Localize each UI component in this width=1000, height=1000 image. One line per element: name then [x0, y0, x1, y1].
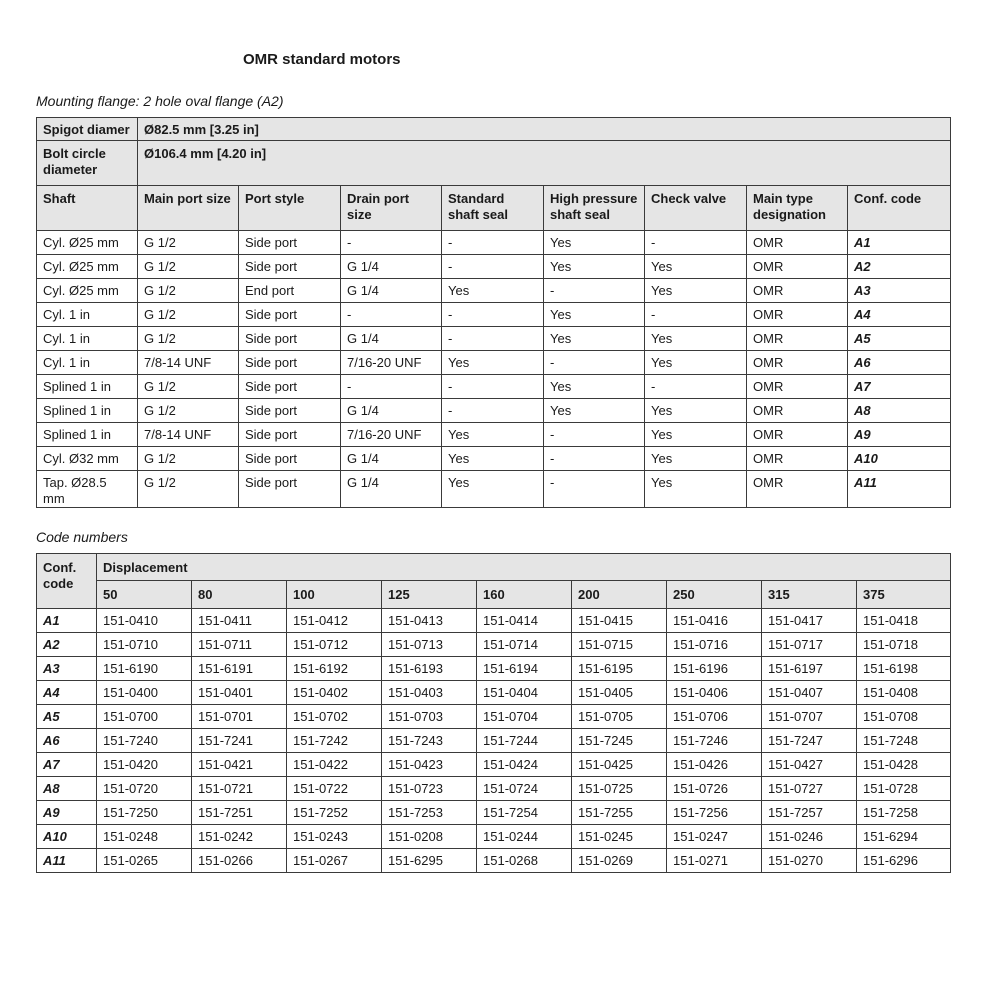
table-cell: G 1/4 — [341, 255, 442, 279]
flange-column-header: Drain port size — [341, 186, 442, 231]
table-cell: G 1/4 — [341, 471, 442, 508]
table-cell: Splined 1 in — [37, 399, 138, 423]
displacement-column-header: 50 — [97, 581, 192, 609]
code-number-cell: 151-6195 — [572, 657, 667, 681]
code-number-cell: 151-0723 — [382, 777, 477, 801]
table-cell: Yes — [544, 303, 645, 327]
code-number-cell: 151-7245 — [572, 729, 667, 753]
conf-code-cell: A11 — [848, 471, 951, 508]
code-number-cell: 151-0414 — [477, 609, 572, 633]
code-number-cell: 151-0208 — [382, 825, 477, 849]
code-number-cell: 151-0413 — [382, 609, 477, 633]
displacement-column-header: 100 — [287, 581, 382, 609]
conf-code-cell: A9 — [37, 801, 97, 825]
table-row — [37, 231, 951, 255]
code-number-cell: 151-7248 — [857, 729, 951, 753]
codes-header-row — [37, 554, 951, 581]
code-number-cell: 151-7254 — [477, 801, 572, 825]
code-number-cell: 151-0426 — [667, 753, 762, 777]
code-number-cell: 151-7244 — [477, 729, 572, 753]
table-cell: Side port — [239, 375, 341, 399]
flange-column-header: Port style — [239, 186, 341, 231]
code-number-cell: 151-7258 — [857, 801, 951, 825]
table-row — [37, 303, 951, 327]
table-cell: 7/8-14 UNF — [138, 423, 239, 447]
table-cell: Side port — [239, 399, 341, 423]
bolt-circle-label: Bolt circle diameter — [37, 141, 138, 186]
table-cell: Yes — [544, 327, 645, 351]
conf-code-cell: A3 — [37, 657, 97, 681]
conf-code-cell: A6 — [848, 351, 951, 375]
code-number-cell: 151-0425 — [572, 753, 667, 777]
page-title: OMR standard motors — [243, 51, 401, 68]
table-cell: Yes — [442, 471, 544, 508]
spigot-label: Spigot diamer — [37, 118, 138, 141]
flange-column-header: High pressure shaft seal — [544, 186, 645, 231]
code-number-cell: 151-0714 — [477, 633, 572, 657]
table-cell: - — [544, 351, 645, 375]
bolt-circle-row — [37, 141, 951, 186]
code-number-cell: 151-0708 — [857, 705, 951, 729]
spigot-value: Ø82.5 mm [3.25 in] — [138, 118, 951, 141]
code-number-cell: 151-0712 — [287, 633, 382, 657]
code-number-cell: 151-0245 — [572, 825, 667, 849]
table-cell: - — [341, 303, 442, 327]
table-row — [37, 609, 951, 633]
table-cell: OMR — [747, 327, 848, 351]
table-row — [37, 351, 951, 375]
code-number-cell: 151-0401 — [192, 681, 287, 705]
table-row — [37, 447, 951, 471]
table-cell: G 1/2 — [138, 231, 239, 255]
code-number-cell: 151-0701 — [192, 705, 287, 729]
table-cell: Splined 1 in — [37, 423, 138, 447]
table-row — [37, 729, 951, 753]
code-number-cell: 151-0405 — [572, 681, 667, 705]
code-number-cell: 151-0267 — [287, 849, 382, 873]
flange-column-header: Main type designation — [747, 186, 848, 231]
code-numbers-table — [36, 553, 951, 873]
table-cell: Side port — [239, 327, 341, 351]
code-number-cell: 151-6296 — [857, 849, 951, 873]
code-number-cell: 151-0265 — [97, 849, 192, 873]
table-cell: OMR — [747, 255, 848, 279]
conf-code-cell: A7 — [848, 375, 951, 399]
code-number-cell: 151-7242 — [287, 729, 382, 753]
table-cell: Yes — [645, 327, 747, 351]
code-number-cell: 151-0247 — [667, 825, 762, 849]
displacement-column-header: 80 — [192, 581, 287, 609]
code-number-cell: 151-7240 — [97, 729, 192, 753]
displacement-values-row — [37, 581, 951, 609]
table-cell: Side port — [239, 351, 341, 375]
code-number-cell: 151-0421 — [192, 753, 287, 777]
conf-code-cell: A5 — [848, 327, 951, 351]
code-number-cell: 151-6192 — [287, 657, 382, 681]
table-cell: - — [442, 255, 544, 279]
conf-code-cell: A5 — [37, 705, 97, 729]
table-cell: Yes — [442, 279, 544, 303]
table-cell: Cyl. Ø32 mm — [37, 447, 138, 471]
code-number-cell: 151-0243 — [287, 825, 382, 849]
displacement-column-header: 200 — [572, 581, 667, 609]
table-cell: Yes — [442, 447, 544, 471]
table-cell: OMR — [747, 231, 848, 255]
code-number-cell: 151-0415 — [572, 609, 667, 633]
conf-code-cell: A10 — [848, 447, 951, 471]
code-number-cell: 151-0725 — [572, 777, 667, 801]
code-number-cell: 151-0417 — [762, 609, 857, 633]
code-number-cell: 151-7246 — [667, 729, 762, 753]
table-cell: Cyl. Ø25 mm — [37, 231, 138, 255]
code-number-cell: 151-7255 — [572, 801, 667, 825]
conf-code-cell: A11 — [37, 849, 97, 873]
table-row — [37, 657, 951, 681]
code-number-cell: 151-7241 — [192, 729, 287, 753]
table-row — [37, 255, 951, 279]
code-number-cell: 151-6295 — [382, 849, 477, 873]
code-number-cell: 151-0728 — [857, 777, 951, 801]
code-number-cell: 151-0416 — [667, 609, 762, 633]
conf-code-cell: A8 — [848, 399, 951, 423]
table-cell: - — [645, 231, 747, 255]
table-cell: G 1/4 — [341, 327, 442, 351]
table-cell: Side port — [239, 471, 341, 508]
code-number-cell: 151-7250 — [97, 801, 192, 825]
code-number-cell: 151-7252 — [287, 801, 382, 825]
code-number-cell: 151-0271 — [667, 849, 762, 873]
code-number-cell: 151-0244 — [477, 825, 572, 849]
code-number-cell: 151-0711 — [192, 633, 287, 657]
table-cell: OMR — [747, 447, 848, 471]
table-cell: OMR — [747, 375, 848, 399]
table-cell: G 1/2 — [138, 399, 239, 423]
table-row — [37, 471, 951, 508]
table-cell: OMR — [747, 399, 848, 423]
table-cell: Yes — [645, 447, 747, 471]
conf-code-cell: A1 — [848, 231, 951, 255]
code-number-cell: 151-0407 — [762, 681, 857, 705]
code-number-cell: 151-0406 — [667, 681, 762, 705]
code-number-cell: 151-7256 — [667, 801, 762, 825]
conf-code-cell: A6 — [37, 729, 97, 753]
code-number-cell: 151-0720 — [97, 777, 192, 801]
flange-header-row — [37, 186, 951, 231]
table-cell: Yes — [442, 351, 544, 375]
displacement-column-header: 250 — [667, 581, 762, 609]
table-cell: Cyl. 1 in — [37, 303, 138, 327]
code-number-cell: 151-6196 — [667, 657, 762, 681]
table-cell: - — [544, 423, 645, 447]
conf-code-cell: A9 — [848, 423, 951, 447]
code-number-cell: 151-0248 — [97, 825, 192, 849]
table-cell: - — [544, 279, 645, 303]
code-number-cell: 151-0718 — [857, 633, 951, 657]
table-cell: G 1/2 — [138, 303, 239, 327]
flange-column-header: Standard shaft seal — [442, 186, 544, 231]
code-number-cell: 151-0411 — [192, 609, 287, 633]
flange-caption: Mounting flange: 2 hole oval flange (A2) — [36, 93, 284, 109]
table-row — [37, 399, 951, 423]
table-cell: Yes — [442, 423, 544, 447]
table-cell: Side port — [239, 423, 341, 447]
table-cell: - — [645, 303, 747, 327]
code-number-cell: 151-0722 — [287, 777, 382, 801]
table-cell: OMR — [747, 303, 848, 327]
conf-code-cell: A4 — [848, 303, 951, 327]
table-cell: 7/8-14 UNF — [138, 351, 239, 375]
table-cell: Tap. Ø28.5 mm — [37, 471, 138, 508]
displacement-column-header: 125 — [382, 581, 477, 609]
code-number-cell: 151-0403 — [382, 681, 477, 705]
code-number-cell: 151-0724 — [477, 777, 572, 801]
code-number-cell: 151-0418 — [857, 609, 951, 633]
table-cell: Cyl. Ø25 mm — [37, 279, 138, 303]
code-number-cell: 151-0270 — [762, 849, 857, 873]
displacement-header: Displacement — [97, 554, 951, 581]
code-number-cell: 151-0423 — [382, 753, 477, 777]
conf-code-cell: A1 — [37, 609, 97, 633]
table-cell: - — [544, 471, 645, 508]
table-cell: OMR — [747, 423, 848, 447]
code-number-cell: 151-0246 — [762, 825, 857, 849]
table-row — [37, 327, 951, 351]
table-cell: G 1/4 — [341, 399, 442, 423]
displacement-column-header: 375 — [857, 581, 951, 609]
table-cell: Yes — [544, 231, 645, 255]
code-number-cell: 151-0726 — [667, 777, 762, 801]
table-cell: Yes — [645, 351, 747, 375]
code-number-cell: 151-0717 — [762, 633, 857, 657]
code-number-cell: 151-0428 — [857, 753, 951, 777]
conf-code-cell: A2 — [37, 633, 97, 657]
table-cell: Yes — [544, 255, 645, 279]
code-number-cell: 151-6198 — [857, 657, 951, 681]
code-number-cell: 151-0721 — [192, 777, 287, 801]
table-cell: Side port — [239, 255, 341, 279]
bolt-circle-value: Ø106.4 mm [4.20 in] — [138, 141, 951, 186]
table-cell: - — [442, 231, 544, 255]
conf-code-cell: A3 — [848, 279, 951, 303]
table-cell: Yes — [645, 279, 747, 303]
table-cell: - — [544, 447, 645, 471]
table-cell: OMR — [747, 279, 848, 303]
table-cell: Side port — [239, 231, 341, 255]
table-row — [37, 375, 951, 399]
table-row — [37, 825, 951, 849]
codes-caption: Code numbers — [36, 529, 128, 545]
code-number-cell: 151-0700 — [97, 705, 192, 729]
table-cell: 7/16-20 UNF — [341, 351, 442, 375]
code-number-cell: 151-0707 — [762, 705, 857, 729]
displacement-column-header: 160 — [477, 581, 572, 609]
table-cell: Yes — [645, 399, 747, 423]
spigot-row — [37, 118, 951, 141]
code-number-cell: 151-0716 — [667, 633, 762, 657]
code-number-cell: 151-0713 — [382, 633, 477, 657]
table-cell: G 1/2 — [138, 471, 239, 508]
table-cell: Side port — [239, 303, 341, 327]
code-number-cell: 151-0402 — [287, 681, 382, 705]
table-cell: Yes — [544, 399, 645, 423]
table-row — [37, 753, 951, 777]
conf-code-cell: A2 — [848, 255, 951, 279]
code-number-cell: 151-0410 — [97, 609, 192, 633]
code-number-cell: 151-6191 — [192, 657, 287, 681]
code-number-cell: 151-0715 — [572, 633, 667, 657]
code-number-cell: 151-7243 — [382, 729, 477, 753]
table-cell: 7/16-20 UNF — [341, 423, 442, 447]
code-number-cell: 151-7251 — [192, 801, 287, 825]
code-number-cell: 151-6193 — [382, 657, 477, 681]
flange-column-header: Main port size — [138, 186, 239, 231]
table-row — [37, 279, 951, 303]
code-number-cell: 151-7253 — [382, 801, 477, 825]
flange-table — [36, 117, 951, 508]
table-cell: Cyl. 1 in — [37, 327, 138, 351]
code-number-cell: 151-0408 — [857, 681, 951, 705]
code-number-cell: 151-6190 — [97, 657, 192, 681]
table-cell: G 1/2 — [138, 327, 239, 351]
table-cell: Cyl. 1 in — [37, 351, 138, 375]
code-number-cell: 151-0242 — [192, 825, 287, 849]
code-number-cell: 151-0705 — [572, 705, 667, 729]
code-number-cell: 151-0420 — [97, 753, 192, 777]
table-row — [37, 633, 951, 657]
table-cell: G 1/2 — [138, 375, 239, 399]
code-number-cell: 151-0269 — [572, 849, 667, 873]
flange-column-header: Check valve — [645, 186, 747, 231]
table-row — [37, 849, 951, 873]
code-number-cell: 151-0268 — [477, 849, 572, 873]
table-cell: Cyl. Ø25 mm — [37, 255, 138, 279]
table-cell: - — [442, 327, 544, 351]
conf-code-cell: A4 — [37, 681, 97, 705]
code-number-cell: 151-0710 — [97, 633, 192, 657]
table-cell: - — [341, 375, 442, 399]
table-cell: Side port — [239, 447, 341, 471]
table-cell: Yes — [645, 255, 747, 279]
conf-code-cell: A7 — [37, 753, 97, 777]
table-cell: - — [442, 399, 544, 423]
table-row — [37, 705, 951, 729]
flange-column-header: Conf. code — [848, 186, 951, 231]
table-cell: - — [442, 375, 544, 399]
table-row — [37, 777, 951, 801]
table-cell: Splined 1 in — [37, 375, 138, 399]
conf-code-header: Conf. code — [37, 554, 97, 609]
table-cell: Yes — [544, 375, 645, 399]
code-number-cell: 151-0702 — [287, 705, 382, 729]
table-cell: - — [442, 303, 544, 327]
conf-code-cell: A8 — [37, 777, 97, 801]
code-number-cell: 151-0703 — [382, 705, 477, 729]
code-number-cell: 151-0727 — [762, 777, 857, 801]
table-row — [37, 801, 951, 825]
code-number-cell: 151-6294 — [857, 825, 951, 849]
table-cell: - — [645, 375, 747, 399]
code-number-cell: 151-7247 — [762, 729, 857, 753]
displacement-column-header: 315 — [762, 581, 857, 609]
table-cell: G 1/2 — [138, 279, 239, 303]
code-number-cell: 151-6194 — [477, 657, 572, 681]
table-cell: End port — [239, 279, 341, 303]
table-cell: G 1/4 — [341, 447, 442, 471]
code-number-cell: 151-0706 — [667, 705, 762, 729]
flange-column-header: Shaft — [37, 186, 138, 231]
table-row — [37, 681, 951, 705]
code-number-cell: 151-7257 — [762, 801, 857, 825]
table-cell: OMR — [747, 471, 848, 508]
code-number-cell: 151-6197 — [762, 657, 857, 681]
table-cell: G 1/2 — [138, 447, 239, 471]
table-cell: G 1/2 — [138, 255, 239, 279]
table-cell: Yes — [645, 471, 747, 508]
conf-code-cell: A10 — [37, 825, 97, 849]
code-number-cell: 151-0422 — [287, 753, 382, 777]
table-cell: - — [341, 231, 442, 255]
table-cell: OMR — [747, 351, 848, 375]
code-number-cell: 151-0427 — [762, 753, 857, 777]
table-cell: G 1/4 — [341, 279, 442, 303]
code-number-cell: 151-0424 — [477, 753, 572, 777]
code-number-cell: 151-0266 — [192, 849, 287, 873]
table-cell: Yes — [645, 423, 747, 447]
code-number-cell: 151-0404 — [477, 681, 572, 705]
table-row — [37, 423, 951, 447]
code-number-cell: 151-0400 — [97, 681, 192, 705]
code-number-cell: 151-0704 — [477, 705, 572, 729]
code-number-cell: 151-0412 — [287, 609, 382, 633]
